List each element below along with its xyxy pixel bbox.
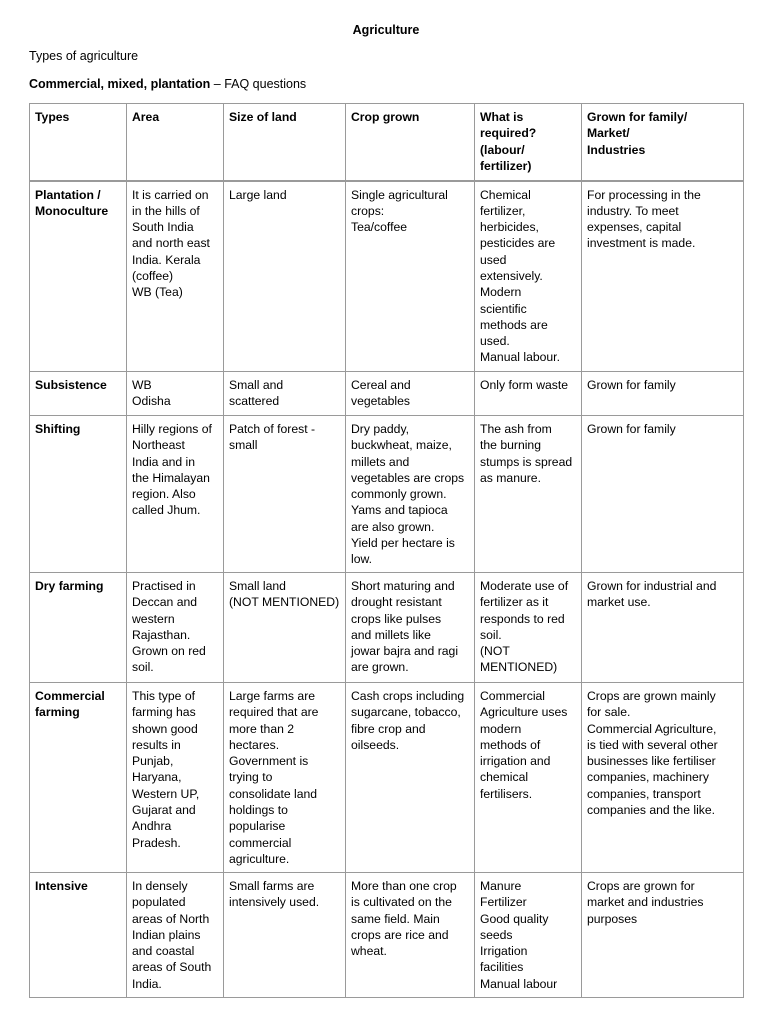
cell-crop-grown: Single agricultural crops: Tea/coffee bbox=[346, 181, 475, 372]
cell-what-is-required: Only form waste bbox=[475, 372, 582, 416]
cell-size-of-land: Large farms are required that are more than 2 hectares. Government is trying to consolidate land holdings to popularise commercial agriculture. bbox=[224, 683, 346, 873]
cell-size-of-land: Large land bbox=[224, 181, 346, 372]
cell-grown-for: For processing in the industry. To meet expenses, capital investment is made. bbox=[582, 181, 744, 372]
table-row bbox=[30, 573, 744, 683]
table-row bbox=[30, 181, 744, 372]
cell-area: Practised in Deccan and western Rajasthan. Grown on red soil. bbox=[127, 573, 224, 683]
cell-type: Commercial farming bbox=[30, 683, 127, 873]
cell-crop-grown: More than one crop is cultivated on the same field. Main crops are rice and wheat. bbox=[346, 873, 475, 998]
cell-crop-grown: Short maturing and drought resistant crops like pulses and millets like jowar bajra and ragi are grown. bbox=[346, 573, 475, 683]
section-heading-bold: Commercial, mixed, plantation bbox=[29, 77, 211, 91]
table-row bbox=[30, 873, 744, 998]
cell-size-of-land: Patch of forest - small bbox=[224, 416, 346, 573]
cell-area: This type of farming has shown good results in Punjab, Haryana, Western UP, Gujarat and Andhra Pradesh. bbox=[127, 683, 224, 873]
cell-size-of-land: Small land (NOT MENTIONED) bbox=[224, 573, 346, 683]
cell-crop-grown: Cash crops including sugarcane, tobacco, fibre crop and oilseeds. bbox=[346, 683, 475, 873]
cell-grown-for: Crops are grown mainly for sale. Commercial Agriculture, is tied with several other businesses like fertiliser companies, machinery companies, transport companies and the like. bbox=[582, 683, 744, 873]
cell-what-is-required: Commercial Agriculture uses modern methods of irrigation and chemical fertilisers. bbox=[475, 683, 582, 873]
table-row bbox=[30, 372, 744, 416]
cell-type: Dry farming bbox=[30, 573, 127, 683]
cell-size-of-land: Small and scattered bbox=[224, 372, 346, 416]
cell-grown-for: Grown for family bbox=[582, 372, 744, 416]
cell-area: WB Odisha bbox=[127, 372, 224, 416]
header-what-is-required: What is required? (labour/ fertilizer) bbox=[475, 104, 582, 181]
table-row bbox=[30, 683, 744, 873]
cell-size-of-land: Small farms are intensively used. bbox=[224, 873, 346, 998]
agriculture-types-table bbox=[29, 103, 744, 998]
cell-what-is-required: Chemical fertilizer, herbicides, pesticides are used extensively. Modern scientific methods are used. Manual labour. bbox=[475, 181, 582, 372]
header-crop-grown: Crop grown bbox=[346, 104, 475, 181]
cell-crop-grown: Dry paddy, buckwheat, maize, millets and vegetables are crops commonly grown. Yams and tapioca are also grown. Yield per hectare is low. bbox=[346, 416, 475, 573]
cell-what-is-required: The ash from the burning stumps is spread as manure. bbox=[475, 416, 582, 573]
header-size-of-land: Size of land bbox=[224, 104, 346, 181]
cell-area: It is carried on in the hills of South India and north east India. Kerala (coffee) WB (Tea) bbox=[127, 181, 224, 372]
table-row bbox=[30, 416, 744, 573]
header-types: Types bbox=[30, 104, 127, 181]
cell-grown-for: Grown for industrial and market use. bbox=[582, 573, 744, 683]
cell-grown-for: Grown for family bbox=[582, 416, 744, 573]
cell-crop-grown: Cereal and vegetables bbox=[346, 372, 475, 416]
cell-type: Subsistence bbox=[30, 372, 127, 416]
cell-type: Shifting bbox=[30, 416, 127, 573]
cell-what-is-required: Manure Fertilizer Good quality seeds Irrigation facilities Manual labour bbox=[475, 873, 582, 998]
cell-area: In densely populated areas of North Indian plains and coastal areas of South India. bbox=[127, 873, 224, 998]
cell-type: Plantation / Monoculture bbox=[30, 181, 127, 372]
cell-grown-for: Crops are grown for market and industries purposes bbox=[582, 873, 744, 998]
document-title: Agriculture bbox=[352, 23, 420, 37]
section-heading-rest: – FAQ questions bbox=[210, 77, 307, 91]
cell-what-is-required: Moderate use of fertilizer as it responds to red soil. (NOT MENTIONED) bbox=[475, 573, 582, 683]
cell-area: Hilly regions of Northeast India and in the Himalayan region. Also called Jhum. bbox=[127, 416, 224, 573]
cell-type: Intensive bbox=[30, 873, 127, 998]
section-heading bbox=[29, 76, 306, 92]
header-grown-for: Grown for family/ Market/ Industries bbox=[582, 104, 744, 181]
table-header-row bbox=[30, 104, 744, 181]
header-area: Area bbox=[127, 104, 224, 181]
document-subtitle: Types of agriculture bbox=[29, 49, 139, 63]
